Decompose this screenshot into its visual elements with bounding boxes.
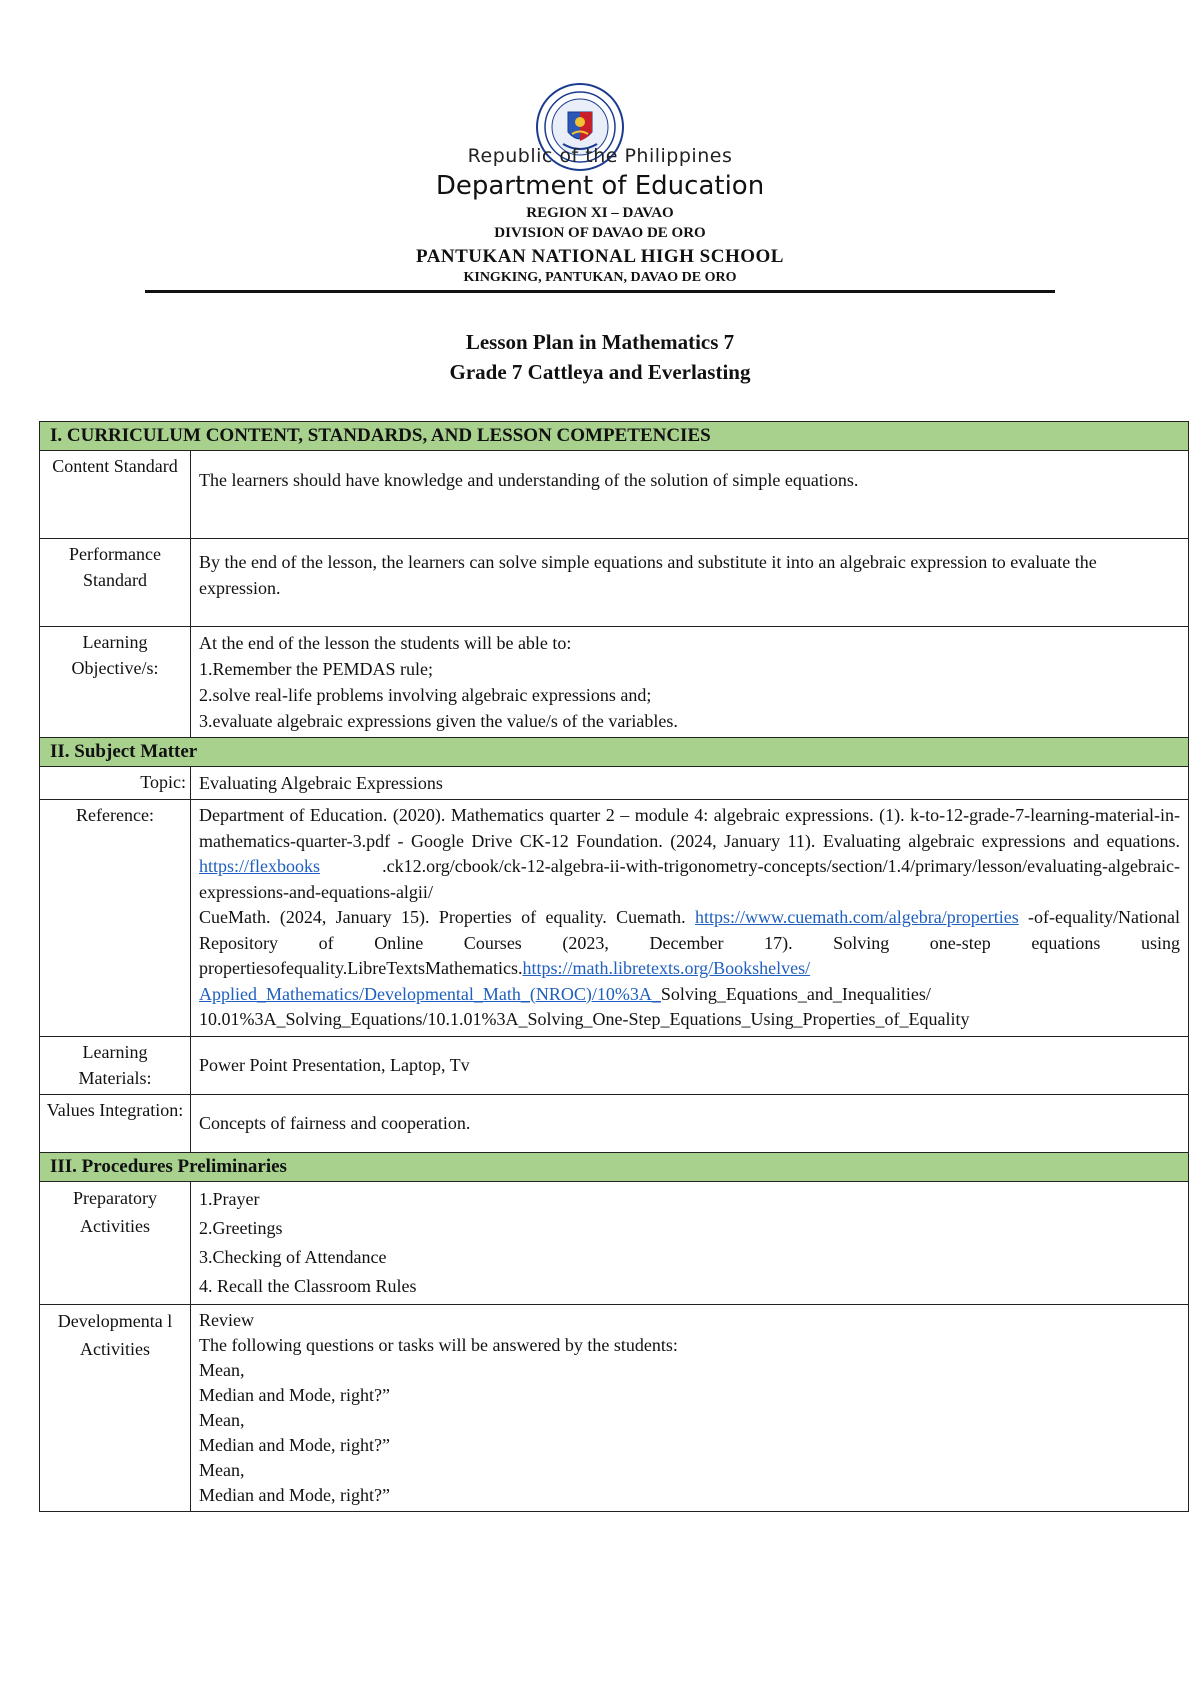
table-row: [40, 1094, 1189, 1152]
preparatory-cell: [191, 1181, 1189, 1304]
reference-text-5: Solving_Equations_and_Inequalities/ 10.01%3A_Solving_Equations/10.1.01%3A_Solving_One-Step_Equations_Using_Properties_of_Equality: [199, 983, 970, 1029]
preparatory-label: Preparatory Activities: [40, 1181, 191, 1304]
list-item: 3.Checking of Attendance: [199, 1246, 387, 1267]
list-item: Review: [199, 1309, 254, 1330]
cuemath-link[interactable]: https://www.cuemath.com/algebra/properties: [694, 907, 1019, 927]
section-subject-matter: II. Subject Matter: [40, 738, 1189, 767]
lesson-title: Lesson Plan in Mathematics 7: [465, 330, 735, 354]
list-item: 1.Remember the PEMDAS rule;: [199, 659, 433, 679]
table-row: [40, 800, 1189, 1037]
table-row: [40, 767, 1189, 800]
performance-standard-value: By the end of the lesson, the learners can solve simple equations and substitute it into an algebraic expression to evaluate the expression.: [199, 552, 1097, 598]
flexbooks-link[interactable]: https://flexbooks: [199, 856, 320, 876]
section-header: [40, 1152, 1189, 1181]
materials-text: Power Point Presentation, Laptop, Tv: [191, 1036, 1189, 1094]
developmental-label: Developmenta l Activities: [40, 1304, 191, 1511]
republic-label: Republic of the Philippines: [467, 145, 733, 167]
region-label: REGION XI – DAVAO: [526, 205, 674, 221]
lesson-plan-table: [39, 421, 1189, 1512]
performance-standard-label: Performance Standard: [40, 539, 191, 627]
developmental-cell: [191, 1304, 1189, 1511]
content-standard-value: The learners should have knowledge and understanding of the solution of simple equations.: [199, 470, 859, 490]
reference-cell: [191, 800, 1189, 1037]
table-row: [40, 451, 1189, 539]
section-header: [40, 738, 1189, 767]
reference-text-3: CueMath. (2024, January 15). Properties of equality. Cuemath.: [199, 907, 695, 927]
section-procedures: III. Procedures Preliminaries: [40, 1152, 1189, 1181]
list-item: The following questions or tasks will be answered by the students:: [199, 1334, 678, 1355]
section-header: [40, 422, 1189, 451]
list-item: 2.Greetings: [199, 1217, 283, 1238]
table-row: [40, 627, 1189, 738]
materials-label: Learning Materials:: [40, 1036, 191, 1094]
list-item: 3.evaluate algebraic expressions given the value/s of the variables.: [199, 711, 678, 731]
table-row: [40, 539, 1189, 627]
table-row: [40, 1304, 1189, 1511]
objectives-cell: [191, 627, 1189, 738]
section-curriculum: I. CURRICULUM CONTENT, STANDARDS, AND LESSON COMPETENCIES: [40, 422, 1189, 451]
list-item: 1.Prayer: [199, 1188, 260, 1209]
topic-text: Evaluating Algebraic Expressions: [191, 767, 1189, 800]
list-item: 2.solve real-life problems involving algebraic expressions and;: [199, 685, 652, 705]
list-item: 4. Recall the Classroom Rules: [199, 1275, 417, 1296]
reference-text-1: Department of Education. (2020). Mathematics quarter 2 – module 4: algebraic expressions. (1). k-to-12-grade-7-learning-material-in-mathematics-quarter-3.pdf - Google Drive CK-12 Foundation. (2024, January 11). Evaluating algebraic expressions and equations.: [199, 805, 1180, 851]
reference-text-2: .ck12.org/cbook/ck-12-algebra-ii-with-trigonometry-concepts/section/1.4/primary/lesson/evaluating-algebraic-expressions-and-equations-algii/: [199, 856, 1180, 902]
list-item: Mean,: [199, 1459, 245, 1480]
values-label: Values Integration:: [40, 1094, 191, 1152]
reference-text-4: -of-equality/National Repository of Online Courses (2023, December 17). Solving one-step equations using propertiesofequality.LibreTextsMathematics.: [199, 907, 1181, 978]
libretexts-link[interactable]: https://math.libretexts.org/Bookshelves/ Applied_Mathematics/Developmental_Math_(NROC)/10%3A_: [199, 958, 811, 1004]
list-item: Median and Mode, right?”: [199, 1434, 390, 1455]
list-item: Median and Mode, right?”: [199, 1484, 390, 1505]
objectives-intro: At the end of the lesson the students will be able to:: [199, 633, 572, 653]
lesson-subtitle: Grade 7 Cattleya and Everlasting: [449, 360, 751, 384]
list-item: Mean,: [199, 1409, 245, 1430]
table-row: [40, 1036, 1189, 1094]
school-name: PANTUKAN NATIONAL HIGH SCHOOL: [416, 246, 784, 267]
table-row: [40, 1181, 1189, 1304]
objectives-label: Learning Objective/s:: [40, 627, 191, 738]
list-item: Mean,: [199, 1359, 245, 1380]
reference-label: Reference:: [40, 800, 191, 1037]
topic-label: Topic:: [40, 767, 191, 800]
performance-standard-text: [191, 539, 1189, 627]
school-address: KINGKING, PANTUKAN, DAVAO DE ORO: [463, 270, 737, 285]
header-divider: [145, 290, 1055, 293]
list-item: Median and Mode, right?”: [199, 1384, 390, 1405]
department-name: Department of Education: [435, 171, 765, 201]
values-text: Concepts of fairness and cooperation.: [191, 1094, 1189, 1152]
content-standard-text: [191, 451, 1189, 539]
division-label: DIVISION OF DAVAO DE ORO: [494, 225, 706, 241]
content-standard-label: Content Standard: [40, 451, 191, 539]
